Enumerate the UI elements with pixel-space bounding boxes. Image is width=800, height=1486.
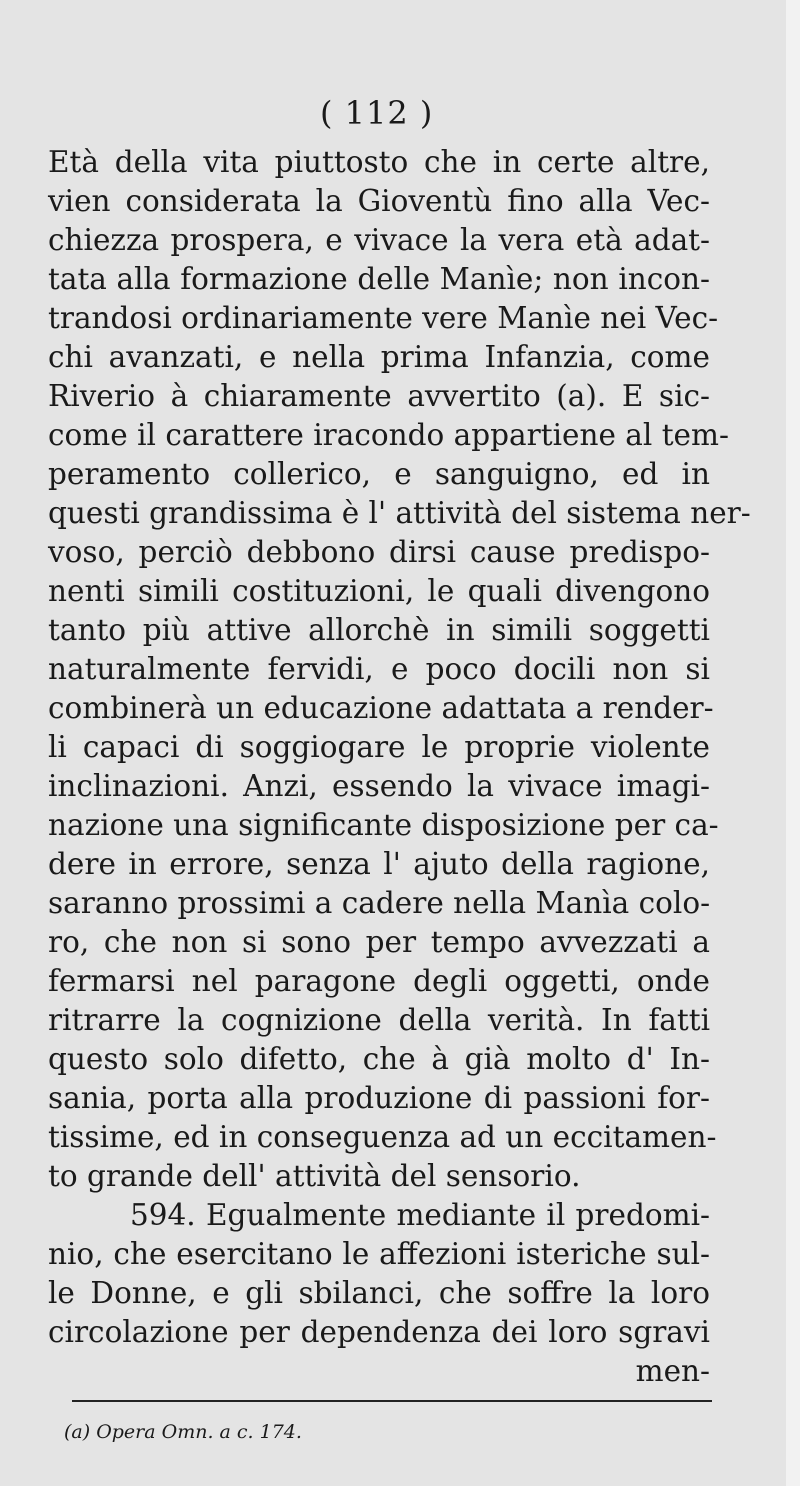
text-line: tissime, ed in conseguenza ad un eccitamen- <box>48 1120 717 1154</box>
text-line: chiezza prospera, e vivace la vera età adat- <box>48 223 710 257</box>
text-line: Età della vita piuttosto che in certe altre, <box>48 145 710 179</box>
text-line: 594. Egualmente mediante il predomi- <box>130 1198 710 1232</box>
text-line: tata alla formazione delle Manìe; non incon- <box>48 262 710 296</box>
catchword: men- <box>635 1354 710 1388</box>
text-line: nazione una significante disposizione per ca- <box>48 808 719 842</box>
text-line: circolazione per dependenza dei loro sgravi <box>48 1315 710 1349</box>
text-line: peramento collerico, e sanguigno, ed in <box>48 457 710 491</box>
text-line: combinerà un educazione adattata a render- <box>48 691 714 725</box>
text-line: ro, che non si sono per tempo avvezzati a <box>48 925 710 959</box>
text-line: vien considerata la Gioventù fino alla Vec- <box>48 184 710 218</box>
text-line: Riverio à chiaramente avvertito (a). E sic- <box>48 379 710 413</box>
text-line: questo solo difetto, che à già molto d' In- <box>48 1042 710 1076</box>
text-line: tanto più attive allorchè in simili soggetti <box>48 613 710 647</box>
text-line: naturalmente fervidi, e poco docili non si <box>48 652 710 686</box>
footnote-rule <box>72 1400 712 1402</box>
footnote: (a) Opera Omn. a c. 174. <box>64 1421 302 1443</box>
text-line: nenti simili costituzioni, le quali divengono <box>48 574 710 608</box>
text-line: nio, che esercitano le affezioni isteriche sul- <box>48 1237 710 1271</box>
text-line: voso, perciò debbono dirsi cause predispo- <box>48 535 710 569</box>
text-line: fermarsi nel paragone degli oggetti, onde <box>48 964 710 998</box>
text-line: come il carattere iracondo appartiene al tem- <box>48 418 729 452</box>
text-line: saranno prossimi a cadere nella Manìa colo- <box>48 886 711 920</box>
text-line: dere in errore, senza l' ajuto della ragione, <box>48 847 710 881</box>
page-edge <box>786 0 800 1486</box>
text-line: ritrarre la cognizione della verità. In fatti <box>48 1003 710 1037</box>
text-line: questi grandissima è l' attività del sistema ner- <box>48 496 751 530</box>
text-line: inclinazioni. Anzi, essendo la vivace imagi- <box>48 769 710 803</box>
text-line: le Donne, e gli sbilanci, che soffre la loro <box>48 1276 710 1310</box>
text-line: li capaci di soggiogare le proprie violente <box>48 730 710 764</box>
text-line: chi avanzati, e nella prima Infanzia, come <box>48 340 710 374</box>
text-line: trandosi ordinariamente vere Manìe nei Vec- <box>48 301 719 335</box>
page-number: ( 112 ) <box>320 94 434 132</box>
text-line: to grande dell' attività del sensorio. <box>48 1159 581 1193</box>
text-line: sania, porta alla produzione di passioni for- <box>48 1081 710 1115</box>
